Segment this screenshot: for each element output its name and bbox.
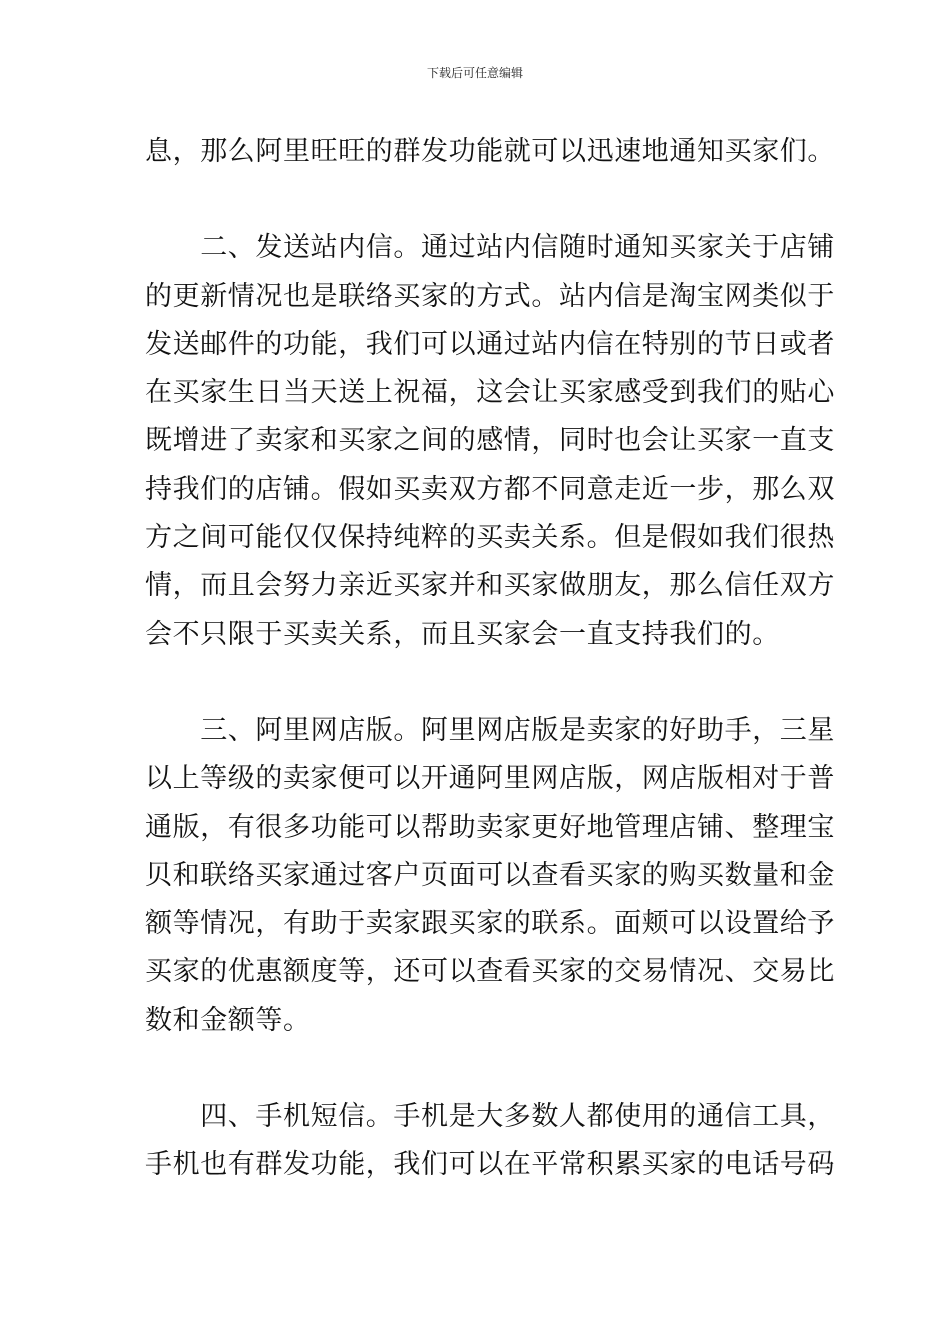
paragraph-3-line-7: 数和金额等。 — [145, 1004, 311, 1036]
paragraph-4 — [145, 1093, 835, 1190]
paragraph-3-line-4: 贝和联络买家通过客户页面可以查看买家的购买数量和金 — [145, 859, 835, 891]
paragraph-2-line-7: 方之间可能仅仅保持纯粹的买卖关系。但是假如我们很热 — [145, 522, 835, 554]
paragraph-3-line-2: 以上等级的卖家便可以开通阿里网店版，网店版相对于普 — [145, 763, 835, 795]
paragraph-2-line-6: 持我们的店铺。假如买卖双方都不同意走近一步，那么双 — [145, 473, 835, 505]
paragraph-gap — [145, 659, 807, 707]
paragraph-2-line-9: 会不只限于买卖关系，而且买家会一直支持我们的。 — [145, 618, 780, 650]
paragraph-2-line-4: 在买家生日当天送上祝福，这会让买家感受到我们的贴心 — [145, 377, 835, 409]
paragraph-1 — [145, 128, 835, 176]
paragraph-2 — [145, 224, 835, 659]
paragraph-3-line-5: 额等情况，有助于卖家跟买家的联系。面颊可以设置给予 — [145, 908, 835, 940]
paragraph-gap — [145, 1045, 807, 1093]
paragraph-2-line-3: 发送邮件的功能，我们可以通过站内信在特别的节日或者 — [145, 328, 835, 360]
paragraph-3-line-3: 通版，有很多功能可以帮助卖家更好地管理店铺、整理宝 — [145, 811, 835, 843]
document-body — [145, 128, 835, 1190]
paragraph-2-line-1: 二、发送站内信。通过站内信随时通知买家关于店铺 — [145, 232, 835, 264]
paragraph-2-line-5: 既增进了卖家和买家之间的感情，同时也会让买家一直支 — [145, 425, 835, 457]
paragraph-3 — [145, 707, 835, 1045]
paragraph-4-line-2: 手机也有群发功能，我们可以在平常积累买家的电话号码 — [145, 1149, 835, 1181]
paragraph-3-line-1: 三、阿里网店版。阿里网店版是卖家的好助手，三星 — [145, 714, 835, 746]
paragraph-1-line-1: 息，那么阿里旺旺的群发功能就可以迅速地通知买家们。 — [145, 136, 835, 167]
paragraph-4-line-1: 四、手机短信。手机是大多数人都使用的通信工具， — [145, 1101, 835, 1133]
paragraph-3-line-6: 买家的优惠额度等，还可以查看买家的交易情况、交易比 — [145, 956, 835, 988]
page-header: 下载后可任意编辑 — [426, 66, 523, 80]
paragraph-gap — [145, 176, 807, 224]
paragraph-2-line-2: 的更新情况也是联络买家的方式。站内信是淘宝网类似于 — [145, 280, 835, 312]
paragraph-2-line-8: 情，而且会努力亲近买家并和买家做朋友，那么信任双方 — [145, 570, 835, 602]
